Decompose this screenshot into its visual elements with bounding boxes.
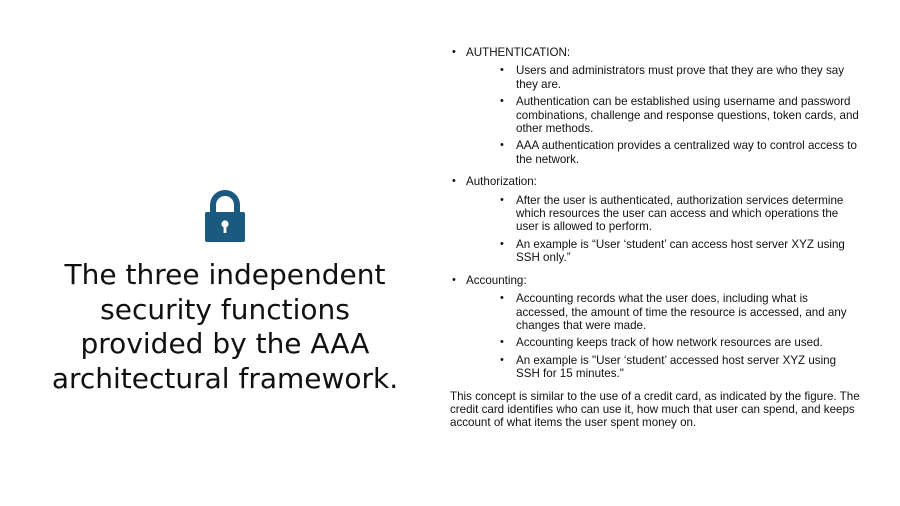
list-item-text: AAA authentication provides a centralized way to control access to the network. (516, 139, 857, 166)
list-item (500, 238, 860, 265)
bullet-icon: • (452, 273, 456, 286)
list-item-text: Accounting keeps track of how network resources are used. (516, 336, 823, 350)
content-panel (450, 46, 860, 441)
list-item-text: Authentication can be established using username and password combinations, challenge and response questions, token cards, and other methods. (516, 95, 859, 136)
list-item (500, 194, 860, 234)
padlock-icon (203, 190, 247, 244)
bullet-icon: • (500, 237, 504, 250)
list-item-text: After the user is authenticated, authorization services determine which resources the user can access and which operations the user is allowed to perform. (516, 193, 844, 234)
bullet-icon: • (500, 64, 504, 77)
slide-title: The three independent security functions provided by the AAA architectural framework. (51, 258, 399, 395)
section-accounting (450, 274, 860, 381)
bullet-icon: • (500, 193, 504, 206)
summary-paragraph: This concept is similar to the use of a credit card, as indicated by the figure. The credit card identifies who can use it, how much that user can spend, and keeps account of what items the user spent money on. (450, 389, 860, 430)
list-item (500, 95, 860, 135)
bullet-icon: • (500, 139, 504, 152)
list-item (500, 336, 860, 349)
list-item-text: An example is “User ‘student’ can access host server XYZ using SSH only.” (516, 237, 845, 265)
list-item-text: Accounting records what the user does, including what is accessed, the amount of time the resource is accessed, and any changes that were made. (516, 292, 847, 332)
list-item (500, 292, 860, 332)
bullet-icon: • (452, 46, 456, 58)
bullet-icon: • (500, 353, 504, 366)
section-label: Accounting: (466, 273, 527, 287)
section-label: Authorization: (466, 175, 537, 189)
section-label: AUTHENTICATION: (466, 46, 571, 59)
list-item (500, 354, 860, 381)
section-authorization (450, 175, 860, 264)
bullet-icon: • (500, 95, 504, 108)
bullet-icon: • (452, 175, 456, 188)
bullet-icon: • (500, 292, 504, 305)
section-authentication (450, 46, 860, 166)
title-panel (40, 190, 410, 396)
bullet-icon: • (500, 336, 504, 349)
list-item-text: An example is "User ‘student’ accessed host server XYZ using SSH for 15 minutes." (516, 353, 837, 381)
list-item-text: Users and administrators must prove that they are who they say they are. (516, 64, 844, 91)
list-item (500, 139, 860, 166)
list-item (500, 64, 860, 91)
